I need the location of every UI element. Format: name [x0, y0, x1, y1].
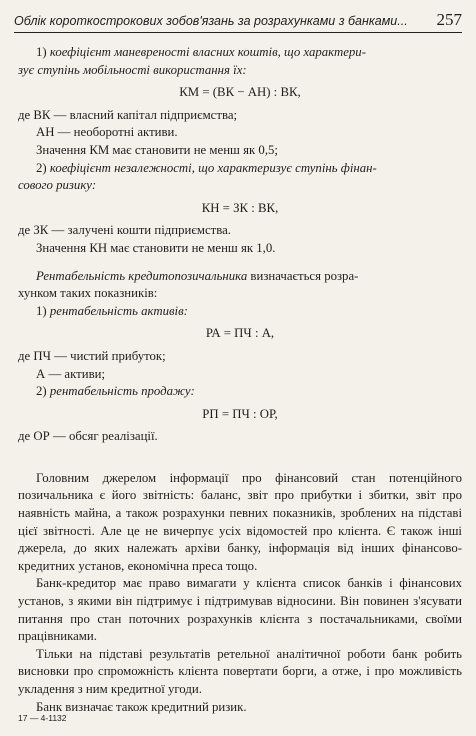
page-number: 257: [436, 10, 462, 29]
page-body: [18, 44, 462, 716]
text-line: А — активи;: [36, 366, 106, 381]
text-line: де ВК — власний капітал підприємства;: [18, 107, 238, 122]
text-line: АН — необоротні активи.: [36, 125, 178, 140]
text-line: хунком таких показників:: [18, 286, 158, 301]
text-line: де ОР — обсяг реалізації.: [18, 429, 158, 444]
text-line: де ЗК — залучені кошти підприємства.: [18, 223, 231, 238]
text-line: Значення КМ має становити не менш як 0,5;: [36, 142, 278, 157]
text-line: Значення КН має становити не менш як 1,0.: [36, 240, 276, 255]
text-line: 1) коефіцієнт маневреності власних коштів, що характери-: [36, 45, 366, 59]
paragraph: Головним джерелом інформації про фінансовий стан потенційного позичальника є його звітність: баланс, звіт про прибутки і збитки, звіт про наявність майна, а також розрахунки певних показників, зроблених на підставі цієї звітності. Але це не вичерпує усіх відомостей про клієнта. Є також інші джерела, до яких належать архіви банку, інформація від інших фінансово-кредитних установ, економічна преса тощо.: [18, 470, 462, 573]
formula: РП = ПЧ : ОР,: [202, 406, 278, 421]
text-line: зує ступінь мобільності використання їх:: [18, 62, 247, 77]
paragraph: Банк-кредитор має право вимагати у клієнта список банків і фінансових установ, з якими він підтримує і підтримував відносини. Він повинен з'ясувати питання про стан поточних розрахунків клієнта з постачальниками, своїми працівниками.: [18, 576, 462, 644]
text-line: де ПЧ — чистий прибуток;: [18, 348, 166, 363]
formula: РА = ПЧ : А,: [205, 326, 275, 341]
paragraph: Банк визначає також кредитний ризик.: [36, 699, 247, 714]
text-line: 2) рентабельність продажу:: [36, 384, 195, 399]
text-line: 1) рентабельність активів:: [36, 303, 188, 318]
text-line: Рентабельність кредитопозичальника визначається розра-: [36, 268, 359, 283]
running-header: [14, 6, 462, 33]
text-line: 2) коефіцієнт незалежності, що характеризує ступінь фінан-: [36, 160, 377, 175]
formula: КМ = (ВК − АН) : ВК,: [179, 85, 301, 100]
text-line: сового ризику:: [18, 178, 97, 193]
paragraph: Тільки на підставі результатів ретельної аналітичної роботи банк робить висновки про спроможність клієнта повертати борги, а отже, і про можливість укладення з ним кредитної угоди.: [18, 646, 462, 696]
formula: КН = ЗК : ВК,: [201, 200, 279, 215]
running-title: Облік короткострокових зобов'язань за розрахунками з банками...: [14, 14, 408, 28]
signature-mark: 17 — 4-1132: [18, 713, 67, 723]
